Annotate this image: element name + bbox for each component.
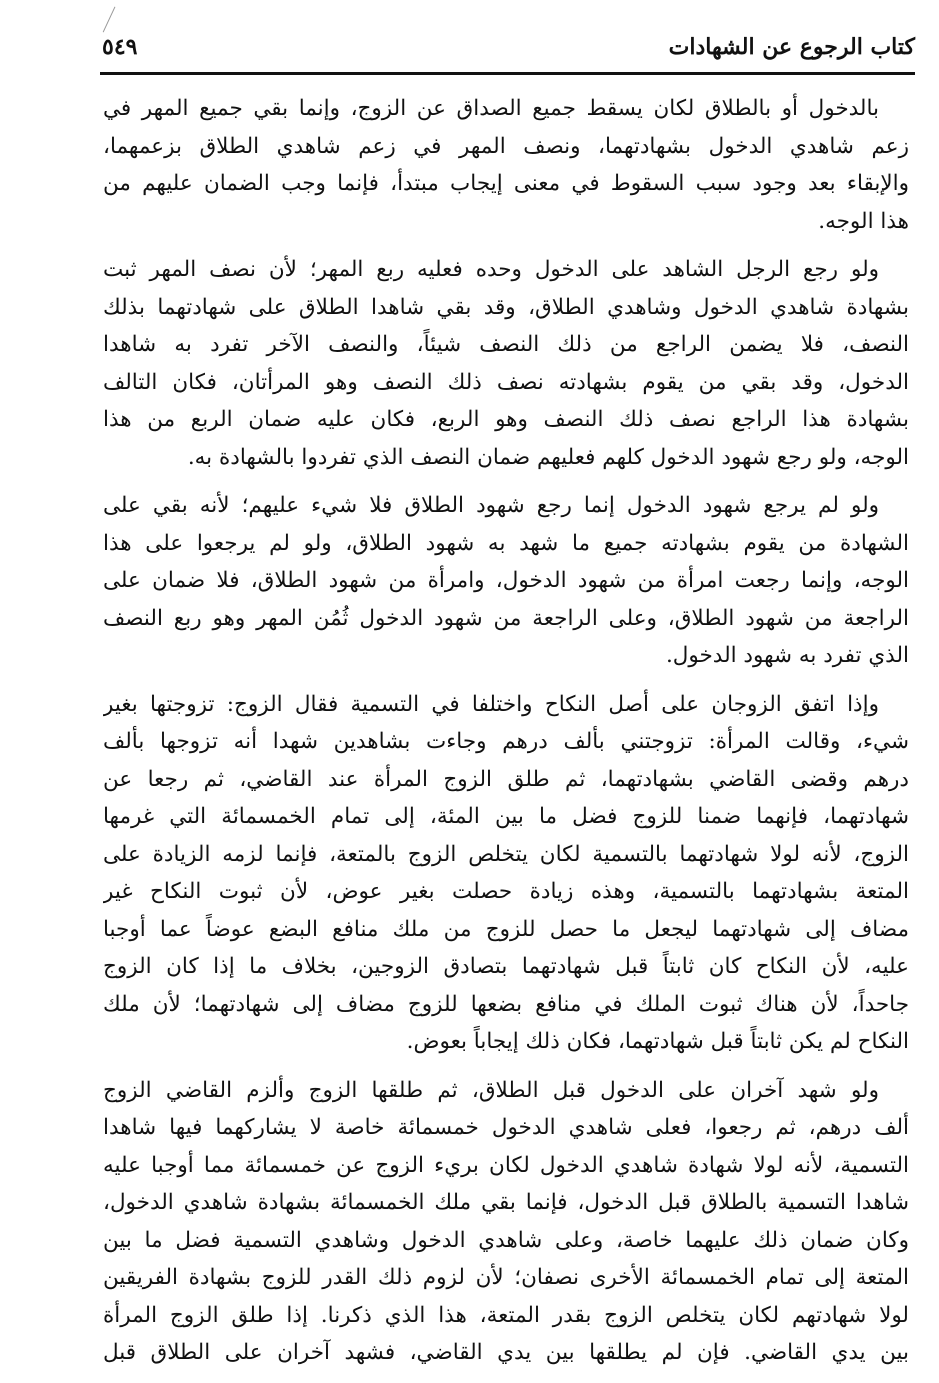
text-line: الراجعة من شهود الطلاق، وعلى الراجعة من شهود الدخول ثُمُن المهر وهو ربع النصف (103, 605, 909, 631)
text-line: الوجه، ولو رجع شهود الدخول كلهم فعليهم ضمان النصف الذي تفردوا بالشهادة به. (187, 444, 909, 470)
text-line: عليه، لأن النكاح كان ثابتاً قبل شهادتهما بتصادق الزوجين، بخلاف ما إذا كان الزوج (103, 954, 909, 979)
text-line: الذي تفرد به شهود الدخول. (665, 643, 909, 668)
text-line: شيء، وقالت المرأة: تزوجتني بألف درهم وجاءت بشاهدين شهدا أنه تزوجها بألف (103, 729, 909, 754)
text-line: ولو رجع الرجل الشاهد على الدخول وحده فعليه ربع المهر؛ لأن نصف المهر ثبت (103, 257, 879, 282)
page-number: ٥٤٩ (102, 34, 138, 60)
text-line: المتعة بشهادتهما بالتسمية، وهذه زيادة حصلت بغير عوض، لأن ثبوت النكاح غير (103, 879, 909, 904)
page-body (103, 90, 909, 1383)
text-line: شهادتهما، فإنهما ضمنا للزوج فضل ما بين المئة، إلى تمام الخمسمائة التي غرمها (103, 804, 909, 829)
header-rule (100, 72, 915, 75)
text-line: الشهادة من يقوم بشهادته جميع ما شهد به شهود الطلاق، ولو لم يرجعوا على هذا (103, 530, 909, 556)
text-line: درهم وقضى القاضي بشهادتهما، ثم طلق الزوج المرأة عند القاضي، ثم رجعا عن (103, 766, 909, 792)
text-line: شاهدا التسمية بالطلاق قبل الدخول، فإنما بقي ملك الخمسمائة بشهادة شاهدي الدخول، (103, 1190, 909, 1215)
text-line: الدخول، وقد بقي من يقوم بشهادته نصف ذلك النصف وهو المرأتان، فكان التالف (103, 369, 909, 395)
text-line: ولو شهد آخران على الدخول قبل الطلاق، ثم طلقها الزوج وألزم القاضي الزوج (103, 1077, 879, 1103)
paragraph (103, 251, 909, 476)
text-line: وكان ضمان ذلك عليهما خاصة، وعلى شاهدي الدخول وشاهدي التسمية فضل ما بين (103, 1227, 909, 1253)
text-line: الزوج، لأنه لولا شهادتهما بالتسمية لكان يتخلص الزوج بالمتعة، فإنما لزمه الزيادة على (103, 841, 909, 867)
text-line: وإذا اتفق الزوجان على أصل النكاح واختلفا في التسمية فقال الزوج: تزوجتها بغير (103, 691, 879, 717)
paragraph (103, 1072, 909, 1372)
text-line: بشهادة هذا الراجع نصف ذلك النصف وهو الربع، فكان عليه ضمان الربع من هذا (103, 407, 909, 432)
text-line: ألف درهم، ثم رجعوا، فعلى شاهدي الدخول خمسمائة خاصة لا يشاركهما فيها شاهدا (103, 1115, 909, 1140)
text-line: بشهادة شاهدي الدخول وشاهدي الطلاق، وقد بقي شاهدا الطلاق على شهادتهما بذلك (103, 294, 909, 320)
paragraph (103, 487, 909, 675)
text-line: مضاف إلى شهادتهما ليجعل ما حصل للزوج من ملك منافع البضع عوضاً عما أوجبا (103, 916, 909, 942)
text-line: بين يدي القاضي. فإن لم يطلقها بين يدي القاضي، فشهد آخران على الطلاق قبل (103, 1340, 909, 1365)
text-line: بالدخول أو بالطلاق لكان يسقط جميع الصداق عن الزوج، وإنما بقي جميع المهر في (103, 96, 879, 121)
text-line: النكاح لم يكن ثابتاً قبل شهادتهما، فكان ذلك إيجاباً بعوض. (406, 1029, 909, 1054)
text-line: النصف، فلا يضمن الراجع من ذلك النصف شيئاً، والنصف الآخر تفرد به شاهدا (103, 332, 909, 357)
text-line: المتعة إلى تمام الخمسمائة الأخرى نصفان؛ لأن لزوم ذلك القدر للزوج بشهادة الفريقين (103, 1265, 909, 1290)
text-line: زعم شاهدي الدخول بشهادتهما، ونصف المهر في زعم شاهدي الطلاق بزعمهما، (103, 133, 909, 159)
running-header (100, 30, 915, 70)
paragraph (103, 686, 909, 1061)
text-line: ولو لم يرجع شهود الدخول إنما رجع شهود الطلاق فلا شيء عليهم؛ لأنه بقي على (103, 493, 879, 518)
text-line: التسمية، لأنه لولا شهادة شاهدي الدخول لكان بريء الزوج عن خمسمائة مما أوجبا عليه (103, 1152, 909, 1178)
chapter-title: كتاب الرجوع عن الشهادات (668, 34, 915, 60)
text-line: هذا الوجه. (818, 208, 909, 234)
text-line: والإبقاء بعد وجود سبب السقوط في معنى إيجاب مبتدأ، فإنما وجب الضمان عليهم من (103, 171, 909, 196)
text-line: لولا شهادتهم لكان يتخلص الزوج بقدر المتعة، هذا الذي ذكرنا. إذا طلق الزوج المرأة (103, 1302, 909, 1328)
paragraph (103, 90, 909, 240)
text-line: الوجه، وإنما رجعت امرأة من شهود الدخول، وامرأة من شهود الطلاق، فلا ضمان على (103, 568, 909, 593)
text-line: جاحداً، لأن هناك ثبوت الملك في منافع بضعها للزوج مضاف إلى شهادتهما؛ لأن ملك (103, 991, 909, 1017)
